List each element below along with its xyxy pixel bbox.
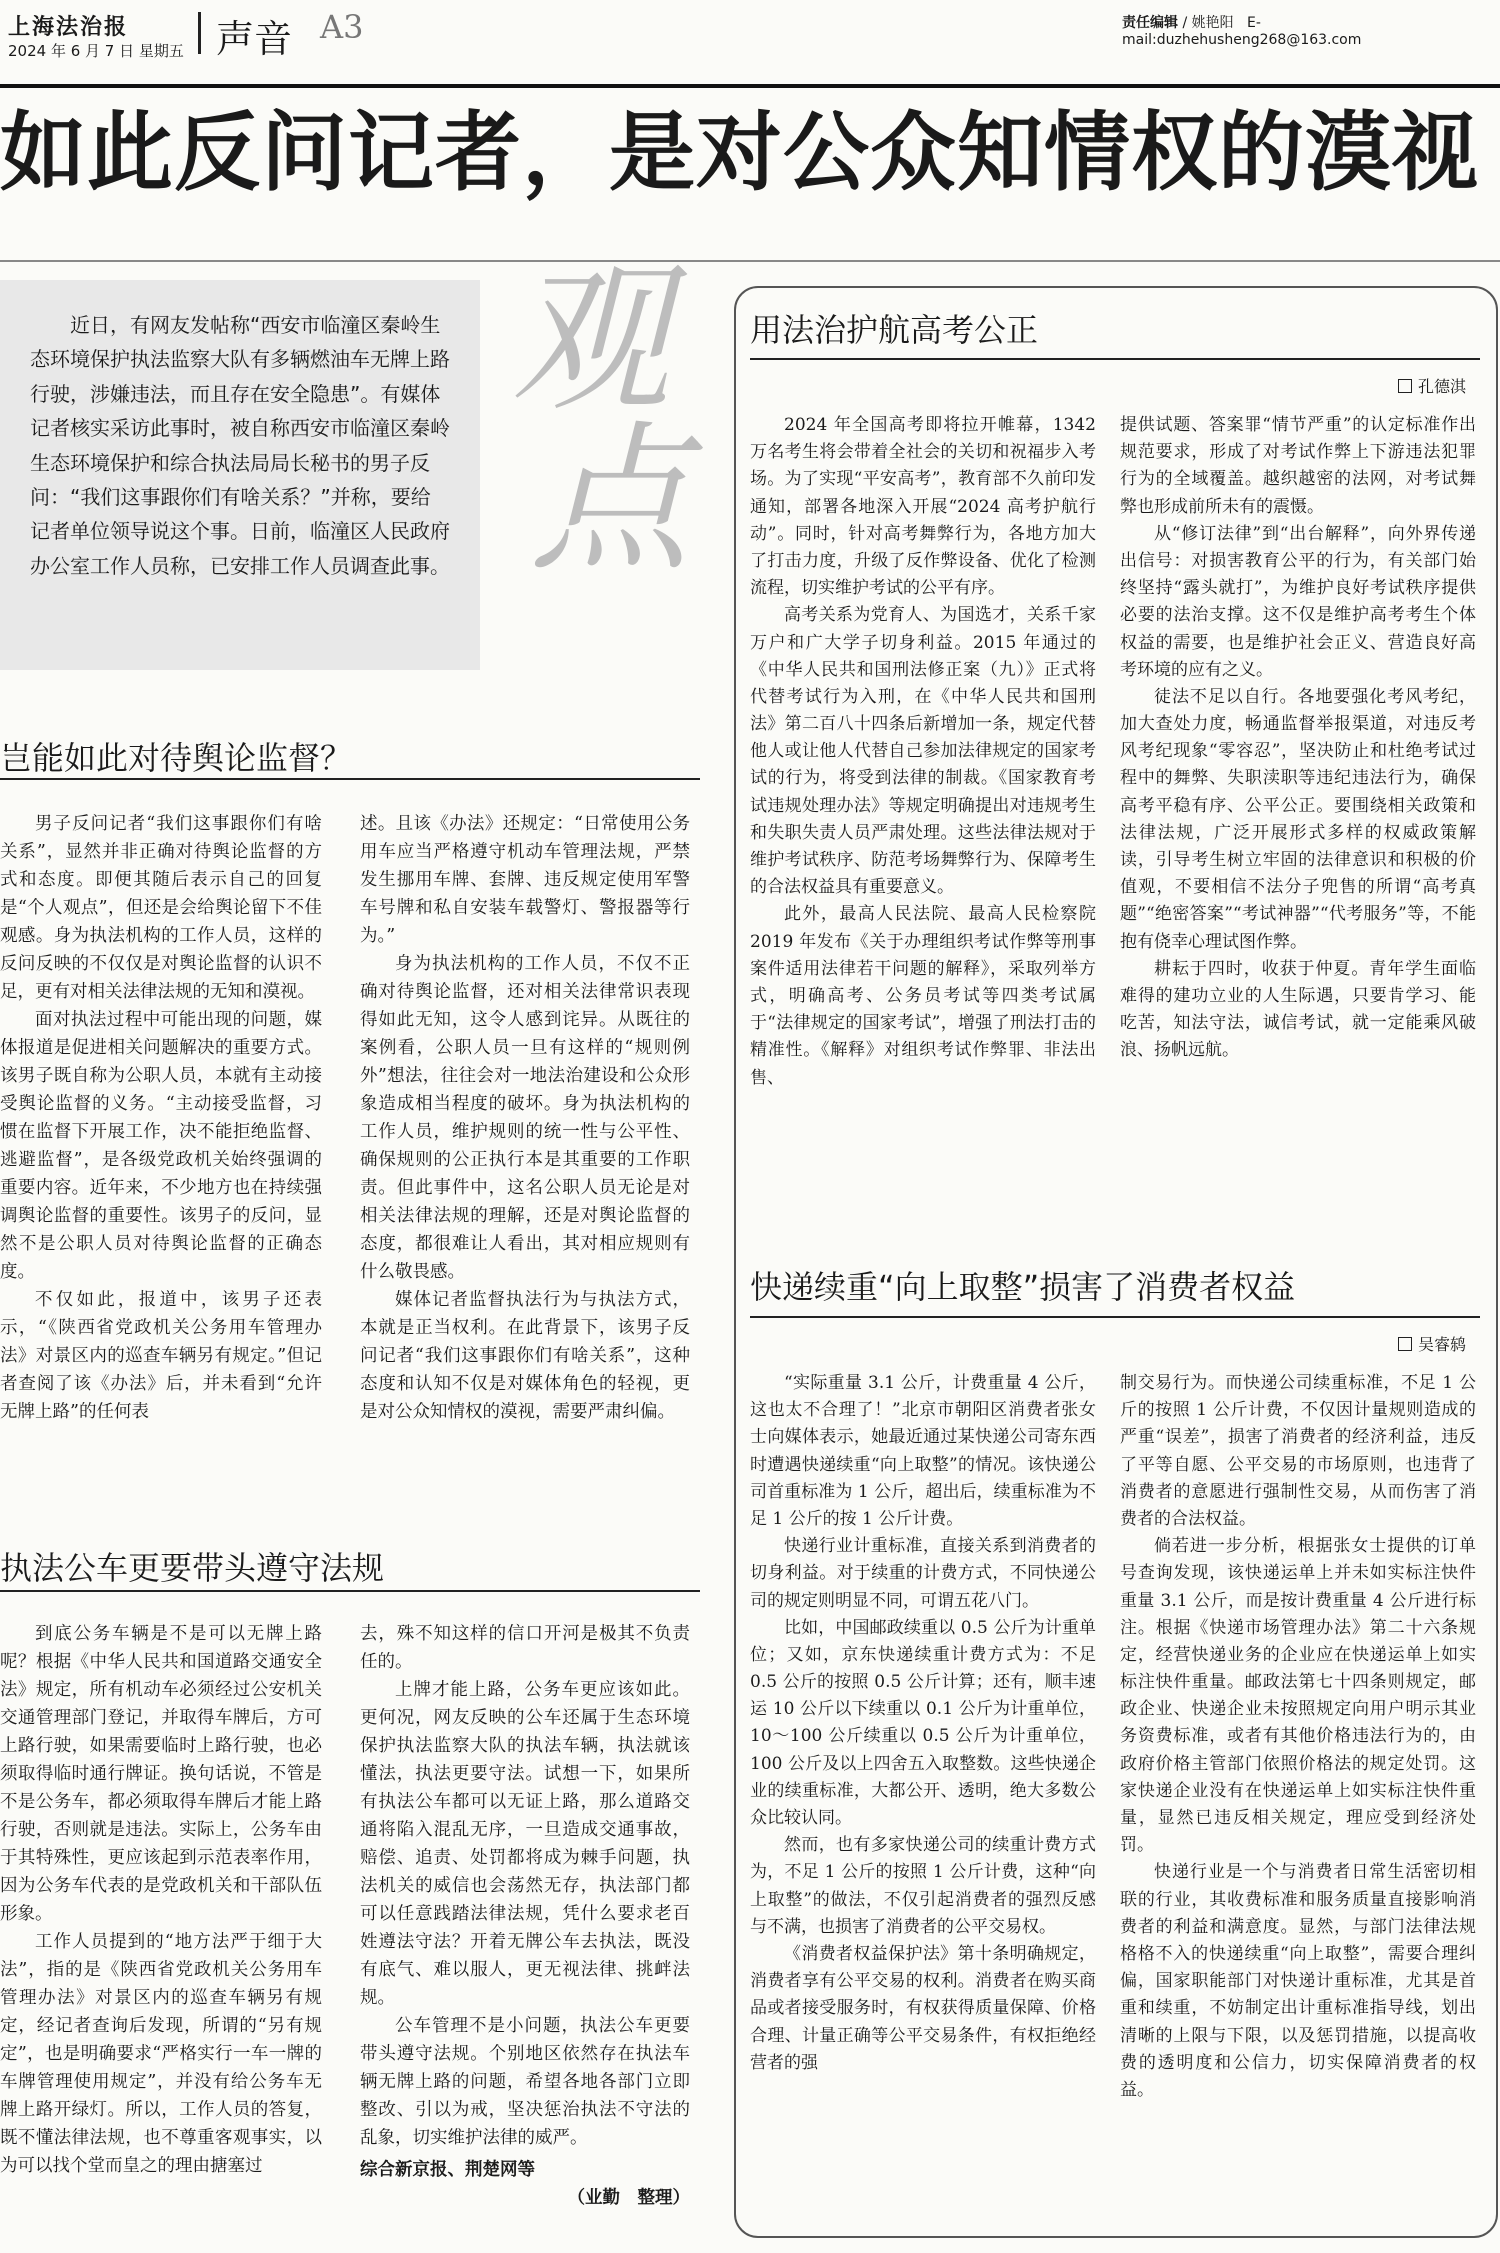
article4-column-1 <box>750 1370 1096 2077</box>
paragraph: 耕耘于四时，收获于仲夏。青年学生面临难得的建功立业的人生际遇，只要肯学习、能吃苦，知法守法，诚信考试，就一定能乘风破浪、扬帆远航。 <box>1120 958 1476 1061</box>
editor-email: E-mail:duzhehusheng268@163.com <box>1122 15 1362 48</box>
masthead-rule <box>0 84 1500 88</box>
article1-title: 岂能如此对待舆论监督？ <box>0 739 353 777</box>
author-box-icon <box>1398 1337 1412 1351</box>
issue-date: 2024 年 6 月 7 日 星期五 <box>8 42 184 60</box>
article1-rule <box>0 778 700 780</box>
page-number: A3 <box>320 8 364 46</box>
article4-author-name: 吴睿鸫 <box>1418 1335 1467 1354</box>
masthead-divider <box>198 12 201 54</box>
editor-info: 责任编辑 / 姚艳阳 E-mail:duzhehusheng268@163.com <box>1122 15 1362 48</box>
paragraph: 从“修订法律”到“出台解释”，向外界传递出信号：对损害教育公平的行为，有关部门始终坚持“露头就打”，为维护良好考试秩序提供必要的法治支撑。这不仅是维护高考考生个体权益的需要，也是维护社会正义、营造良好高考环境的应有之义。 <box>1120 523 1476 680</box>
paragraph: “实际重量 3.1 公斤，计费重量 4 公斤，这也太不合理了！”北京市朝阳区消费者张女士向媒体表示，她最近通过某快递公司寄东西时遭遇快递续重“向上取整”的情况。该快递公司首重标准为 1 公斤，超出后，续重标准为不足 1 公斤的按 1 公斤计费。 <box>750 1373 1096 1529</box>
paragraph: 徒法不足以自行。各地要强化考风考纪，加大查处力度，畅通监督举报渠道，对违反考风考纪现象“零容忍”，坚决防止和杜绝考试过程中的舞弊、失职渎职等违纪违法行为，确保高考平稳有序、公平公正。要围绕相关政策和法律法规，广泛开展形式多样的权威政策解读，引导考生树立牢固的法律意识和积极的价值观，不要相信不法分子兜售的所谓“高考真题”“绝密答案”“考试神器”“代考服务”等，不能抱有侥幸心理试图作弊。 <box>1120 686 1476 952</box>
paragraph: 媒体记者监督执法行为与执法方式，本就是正当权利。在此背景下，该男子反问记者“我们这事跟你们有啥关系”，这种态度和认知不仅是对媒体角色的轻视，更是对公众知情权的漠视，需要严肃纠偏。 <box>360 1290 690 1422</box>
section-name: 声音 <box>216 17 293 61</box>
intro-text: 近日，有网友发帖称“西安市临潼区秦岭生态环境保护执法监察大队有多辆燃油车无牌上路行驶，涉嫌违法，而且存在安全隐患”。有媒体记者核实采访此事时，被自称西安市临潼区秦岭生态环境保护和综合执法局局长秘书的男子反问：“我们这事跟你们有啥关系？”并称，要给记者单位领导说这个事。日前，临潼区人民政府办公室工作人员称，已安排工作人员调查此事。 <box>30 313 450 578</box>
article4-rule <box>750 1316 1480 1318</box>
intro-box <box>0 280 480 670</box>
article2-column-2 <box>360 1620 690 2212</box>
paragraph: 此外，最高人民法院、最高人民检察院 2019 年发布《关于办理组织考试作弊等刑事案件适用法律若干问题的解释》，采取列举方式，明确高考、公务员考试等四类考试属于“法律规定的国家考试”，增强了刑法打击的精准性。《解释》对组织考试作弊罪、非法出售、 <box>750 904 1096 1088</box>
paragraph: 去，殊不知这样的信口开河是极其不负责任的。 <box>360 1624 690 1672</box>
article3-author-name: 孔德淇 <box>1418 377 1467 396</box>
headline-rule <box>0 260 1500 262</box>
viewpoint-watermark <box>510 246 700 760</box>
article2-credit-editor: （业勤 整理） <box>567 2188 690 2208</box>
article3-rule <box>750 358 1480 360</box>
paragraph: 身为执法机构的工作人员，不仅不正确对待舆论监督，还对相关法律常识表现得如此无知，这令人感到诧异。从既往的案例看，公职人员一旦有这样的“规则例外”想法，往往会对一地法治建设和公众形象造成相当程度的破坏。身为执法机构的工作人员，维护规则的统一性与公平性、确保规则的公正执行本是其重要的工作职责。但此事件中，这名公职人员无论是对相关法律法规的理解，还是对舆论监督的态度，都很难让人看出，其对相应规则有什么敬畏感。 <box>360 954 690 1282</box>
article2-credit: 综合新京报、荆楚网等 <box>360 2160 535 2180</box>
paragraph: 快递行业计重标准，直接关系到消费者的切身利益。对于续重的计费方式，不同快递公司的规定则明显不同，可谓五花八门。 <box>750 1536 1096 1611</box>
article3-author <box>1398 374 1466 397</box>
author-box-icon <box>1398 379 1412 393</box>
article3-title: 用法治护航高考公正 <box>750 311 1039 349</box>
article2-column-1 <box>0 1620 322 2180</box>
watermark-char-2: 点 <box>530 406 691 593</box>
article2-rule <box>0 1590 700 1592</box>
article4-title: 快递续重“向上取整”损害了消费者权益 <box>750 1268 1296 1306</box>
paragraph: 制交易行为。而快递公司续重标准，不足 1 公斤的按照 1 公斤计费，不仅因计量规则造成的严重“误差”，损害了消费者的经济利益，违反了平等自愿、公平交易的市场原则，也违背了消费者的意愿进行强制性交易，从而伤害了消费者的合法权益。 <box>1120 1373 1476 1529</box>
article1-column-2 <box>360 810 690 1426</box>
editor-name: 姚艳阳 <box>1191 15 1234 31</box>
paragraph: 比如，中国邮政续重以 0.5 公斤为计重单位；又如，京东快递续重计费方式为：不足 0.5 公斤的按照 0.5 公斤计算；还有，顺丰速运 10 公斤以下续重以 0.1 公斤为计重单位，10～100 公斤续重以 0.5 公斤为计重单位，100 公斤及以上四舍五入取整数。这些快递企业的续重标准，大都公开、透明，绝大多数公众比较认同。 <box>750 1617 1096 1828</box>
paragraph: 不仅如此，报道中，该男子还表示，“《陕西省党政机关公务用车管理办法》对景区内的巡查车辆另有规定。”但记者查阅了该《办法》后，并未看到“允许无牌上路”的任何表 <box>0 1290 322 1422</box>
paragraph: 倘若进一步分析，根据张女士提供的订单号查询发现，该快递运单上并未如实标注快件重量 3.1 公斤，而是按计费重量 4 公斤进行标注。根据《快递市场管理办法》第二十六条规定，经营快递业务的企业应在快递运单上如实标注快件重量。邮政法第七十四条则规定，邮政企业、快递企业未按照规定向用户明示其业务资费标准，或者有其他价格违法行为的，由政府价格主管部门依照价格法的规定处罚。这家快递企业没有在快递运单上如实标注快件重量，显然已违反相关规定，理应受到经济处罚。 <box>1120 1536 1476 1856</box>
page-headline: 如此反问记者，是对公众知情权的漠视 <box>0 103 1479 203</box>
article4-column-2 <box>1120 1370 1476 2104</box>
paragraph: 到底公务车辆是不是可以无牌上路呢？根据《中华人民共和国道路交通安全法》规定，所有机动车必须经过公安机关交通管理部门登记，并取得车牌后，方可上路行驶，如果需要临时上路行驶，也必须取得临时通行牌证。换句话说，不管是不是公务车，都必须取得车牌后才能上路行驶，否则就是违法。实际上，公务车由于其特殊性，更应该起到示范表率作用，因为公务车代表的是党政机关和干部队伍形象。 <box>0 1624 322 1924</box>
paragraph: 高考关系为党育人、为国选才，关系千家万户和广大学子切身利益。2015 年通过的《中华人民共和国刑法修正案（九）》正式将代替考试行为入刑，在《中华人民共和国刑法》第二百八十四条后新增加一条，规定代替他人或让他人代替自己参加法律规定的国家考试的行为，将受到法律的制裁。《国家教育考试违规处理办法》等规定明确提出对违规考生和失职失责人员严肃处理。这些法律法规对于维护考试秩序、防范考场舞弊行为、保障考生的合法权益具有重要意义。 <box>750 605 1096 898</box>
paragraph: 《消费者权益保护法》第十条明确规定，消费者享有公平交易的权利。消费者在购买商品或者接受服务时，有权获得质量保障、价格合理、计量正确等公平交易条件，有权拒绝经营者的强 <box>750 1943 1096 2073</box>
newspaper-logo: 上海法治报 <box>8 14 129 40</box>
paragraph: 2024 年全国高考即将拉开帷幕，1342 万名考生将会带着全社会的关切和祝福步入考场。为了实现“平安高考”，教育部不久前印发通知，部署各地深入开展“2024 高考护航行动”。同时，针对高考舞弊行为，各地方加大了打击力度，升级了反作弊设备、优化了检测流程，切实维护考试的公平有序。 <box>750 415 1096 599</box>
paragraph: 述。且该《办法》还规定：“日常使用公务用车应当严格遵守机动车管理法规，严禁发生挪用车牌、套牌、违反规定使用军警车号牌和私自安装车载警灯、警报器等行为。” <box>360 814 690 946</box>
article2-title: 执法公车更要带头遵守法规 <box>0 1549 385 1587</box>
article3-column-2 <box>1120 412 1476 1065</box>
paragraph: 然而，也有多家快递公司的续重计费方式为，不足 1 公斤的按照 1 公斤计费，这种“向上取整”的做法，不仅引起消费者的强烈反感与不满，也损害了消费者的公平交易权。 <box>750 1835 1096 1937</box>
paragraph: 提供试题、答案罪“情节严重”的认定标准作出规范要求，形成了对考试作弊上下游违法犯罪行为的全域覆盖。越织越密的法网，对考试舞弊也形成前所未有的震慑。 <box>1120 415 1476 517</box>
paragraph: 上牌才能上路，公务车更应该如此。更何况，网友反映的公车还属于生态环境保护执法监察大队的执法车辆，执法就该懂法，执法更要守法。试想一下，如果所有执法公车都可以无证上路，那么道路交通将陷入混乱无序，一旦造成交通事故，赔偿、追责、处罚都将成为棘手问题，执法机关的威信也会荡然无存，执法部门都可以任意践踏法律法规，凭什么要求老百姓遵法守法？开着无牌公车去执法，既没有底气、难以服人，更无视法律、挑衅法规。 <box>360 1680 690 2008</box>
editor-label: 责任编辑 <box>1122 15 1178 31</box>
paragraph: 面对执法过程中可能出现的问题，媒体报道是促进相关问题解决的重要方式。该男子既自称为公职人员，本就有主动接受舆论监督的义务。“主动接受监督，习惯在监督下开展工作，决不能拒绝监督、逃避监督”，是各级党政机关始终强调的重要内容。近年来，不少地方也在持续强调舆论监督的重要性。该男子的反问，显然不是公职人员对待舆论监督的正确态度。 <box>0 1010 322 1282</box>
paragraph: 快递行业是一个与消费者日常生活密切相联的行业，其收费标准和服务质量直接影响消费者的利益和满意度。显然，与部门法律法规格格不入的快递续重“向上取整”，需要合理纠偏，国家职能部门对快递计重标准，尤其是首重和续重，不妨制定出计重标准指导线，划出清晰的上限与下限，以及惩罚措施，以提高收费的透明度和公信力，切实保障消费者的权益。 <box>1120 1862 1476 2100</box>
paragraph: 男子反问记者“我们这事跟你们有啥关系”，显然并非正确对待舆论监督的方式和态度。即便其随后表示自己的回复是“个人观点”，但还是会给舆论留下不佳观感。身为执法机构的工作人员，这样的反问反映的不仅仅是对舆论监督的认识不足，更有对相关法律法规的无知和漠视。 <box>0 814 322 1002</box>
paragraph: 工作人员提到的“地方法严于细于大法”，指的是《陕西省党政机关公务用车管理办法》对景区内的巡查车辆另有规定，经记者查询后发现，所谓的“另有规定”，也是明确要求“严格实行一车一牌的车牌管理使用规定”，并没有给公务车无牌上路开绿灯。所以，工作人员的答复，既不懂法律法规，也不尊重客观事实，以为可以找个堂而皇之的理由搪塞过 <box>0 1932 322 2176</box>
article1-column-1 <box>0 810 322 1426</box>
article3-column-1 <box>750 412 1096 1092</box>
article4-author <box>1398 1332 1466 1355</box>
watermark-char-1: 观 <box>510 246 671 433</box>
paragraph: 公车管理不是小问题，执法公车更要带头遵守法规。个别地区依然存在执法车辆无牌上路的问题，希望各地各部门立即整改、引以为戒，坚决惩治执法不守法的乱象，切实维护法律的威严。 <box>360 2016 690 2148</box>
